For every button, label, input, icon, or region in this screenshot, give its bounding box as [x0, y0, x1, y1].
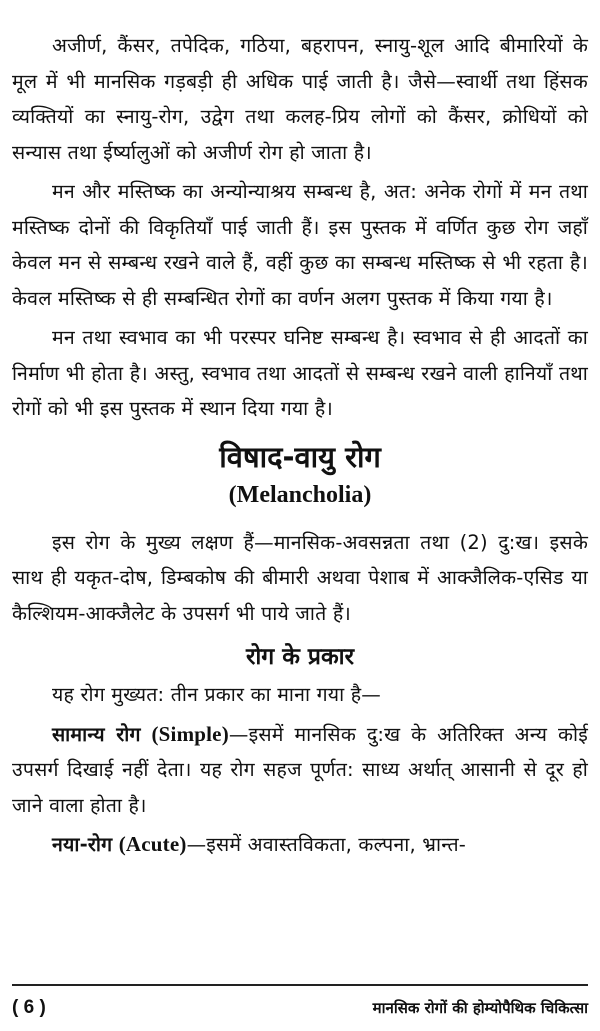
paragraph-7-text: —इसमें अवास्तविकता, कल्पना, भ्रान्त-	[186, 833, 467, 856]
chapter-subtitle: (Melancholia)	[228, 481, 372, 508]
section-heading: रोग के प्रकार	[245, 644, 355, 670]
term-acute: नया-रोग	[52, 833, 113, 856]
page-number: ( 6 )	[12, 997, 46, 1018]
paragraph-1: अजीर्ण, कैंसर, तपेदिक, गठिया, बहरापन, स्नायु-शूल आदि बीमारियों के मूल में भी मानसिक गड़बड़ी ही अधिक पाई जाती है। जैसे—स्वार्थी तथा हिंसक व्यक्तियों का स्नायु-रोग, उद्वेग तथा कलह-प्रिय लोगों को कैंसर, क्रोधियों को सन्यास तथा ईर्ष्यालुओं को अजीर्ण रोग हो जाता है।	[12, 34, 588, 164]
paragraph-5: यह रोग मुख्यत: तीन प्रकार का माना गया है—	[52, 683, 382, 706]
paragraph-6	[12, 717, 588, 824]
footer-divider	[12, 984, 588, 986]
paragraph-6-text: —इसमें मानसिक दु:ख के अतिरिक्त अन्य कोई उपसर्ग दिखाई नहीं देता। यह रोग सहज पूर्णत: साध्य अर्थात् आसानी से दूर हो जाने वाला होता है।	[12, 722, 588, 817]
page-body	[12, 28, 588, 863]
paragraph-2: मन और मस्तिष्क का अन्योन्याश्रय सम्बन्ध है, अत: अनेक रोगों में मन तथा मस्तिष्क दोनों की विकृतियाँ पाई जाती हैं। इस पुस्तक में वर्णित कुछ रोग जहाँ केवल मन से सम्बन्ध रखने वाले हैं, वहीं कुछ का सम्बन्ध मस्तिष्क से भी रहता है। केवल मस्तिष्क से ही सम्बन्धित रोगों का वर्णन अलग पुस्तक में किया गया है।	[12, 180, 588, 310]
paragraph-4: इस रोग के मुख्य लक्षण हैं—मानसिक-अवसन्नता तथा (2) दु:ख। इसके साथ ही यकृत-दोष, डिम्बकोष की बीमारी अथवा पेशाब में आक्जैलिक-एसिड या कैल्शियम-आक्जैलेट के उपसर्ग भी पाये जाते हैं।	[12, 530, 588, 625]
book-title: मानसिक रोगों की होम्योपैथिक चिकित्सा	[372, 999, 588, 1017]
paragraph-3: मन तथा स्वभाव का भी परस्पर घनिष्ट सम्बन्ध है। स्वभाव से ही आदतों का निर्माण भी होता है। अस्तु, स्वभाव तथा आदतों से सम्बन्ध रखने वाली हानियाँ तथा रोगों को भी इस पुस्तक में स्थान दिया गया है।	[12, 326, 588, 420]
chapter-title: विषाद-वायु रोग	[219, 439, 381, 474]
paragraph-7	[12, 827, 588, 863]
latin-acute: (Acute)	[118, 832, 187, 856]
page-footer	[12, 994, 588, 1022]
latin-simple: (Simple)	[151, 721, 229, 746]
term-simple: सामान्य रोग	[52, 722, 141, 746]
